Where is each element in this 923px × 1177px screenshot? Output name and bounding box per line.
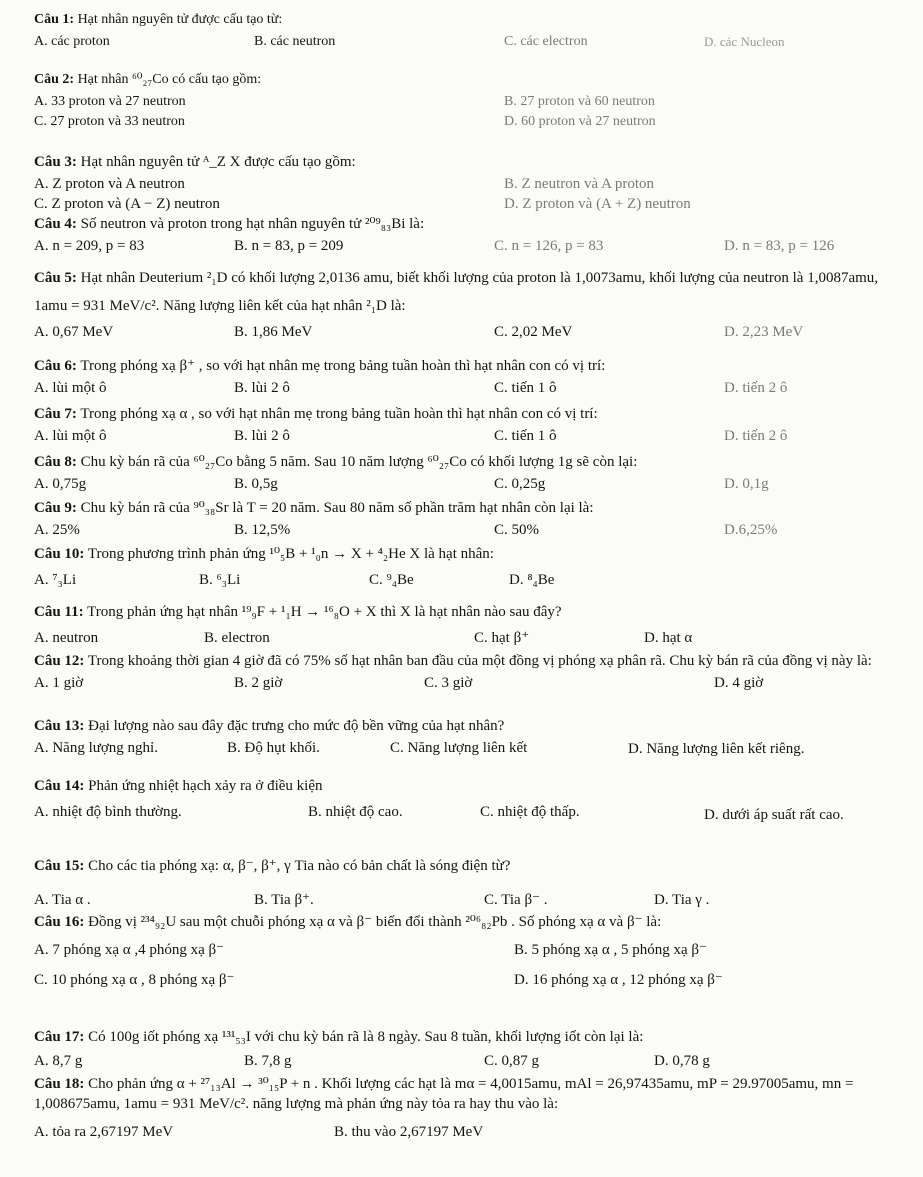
option-b: B. Z neutron và A proton (504, 176, 654, 192)
question-1 (34, 10, 883, 52)
question-text: Chu kỳ bán rã của ⁶⁰₂₇Co bằng 5 năm. Sau 10 năm lượng ⁶⁰₂₇Co có khối lượng 1g sẽ còn lại: (76, 454, 638, 470)
question-text: Có 100g iốt phóng xạ ¹³¹₅₃I với chu kỳ bán rã là 8 ngày. Sau 8 tuần, khối lượng iốt còn lại là: (84, 1029, 644, 1045)
option-a: A. nhiệt độ bình thường. (34, 804, 182, 820)
option-c: C. Tia β⁻ . (484, 892, 548, 908)
option-d: D. tiến 2 ô (724, 380, 788, 396)
option-c: C. 50% (494, 522, 539, 538)
question-number: Câu 17: (34, 1029, 85, 1045)
option-a: A. 0,75g (34, 476, 87, 492)
question-3 (34, 152, 883, 214)
question-number: Câu 6: (34, 358, 77, 374)
question-text: Đại lượng nào sau đây đặc trưng cho mức độ bền vững của hạt nhân? (84, 718, 505, 734)
question-number: Câu 7: (34, 406, 77, 422)
question-10 (34, 544, 883, 590)
option-c: C. ⁹₄Be (369, 572, 414, 588)
option-d: D. 2,23 MeV (724, 324, 804, 340)
option-d: D. hạt α (644, 630, 693, 646)
option-b: B. các neutron (254, 34, 336, 49)
option-b: B. 27 proton và 60 neutron (504, 94, 655, 109)
option-b: B. electron (204, 630, 270, 646)
question-12 (34, 651, 883, 693)
option-d: D. 4 giờ (714, 675, 764, 691)
question-number: Câu 11: (34, 604, 84, 620)
question-text: Trong phương trình phản ứng ¹⁰₅B + ¹₀n → X + ⁴₂He X là hạt nhân: (84, 546, 494, 562)
option-d-wrap (34, 804, 879, 826)
question-13 (34, 716, 883, 780)
question-text: Hạt nhân Deuterium ²₁D có khối lượng 2,0136 amu, biết khối lượng của proton là 1,0073amu, khối lượng của neutron là 1,0087amu, 1amu = 931 MeV/c². Năng lượng liên kết của hạt nhân ²₁D là: (34, 270, 879, 314)
option-b: B. nhiệt độ cao. (308, 804, 403, 820)
question-number: Câu 3: (34, 154, 77, 170)
option-d: D. ⁸₄Be (509, 572, 555, 588)
option-c: C. tiến 1 ô (494, 428, 557, 444)
question-16 (34, 912, 883, 990)
option-d: D. 60 proton và 27 neutron (504, 114, 656, 129)
question-14 (34, 776, 883, 846)
option-b: B. Tia β⁺. (254, 892, 314, 908)
option-a: A. lùi một ô (34, 380, 107, 396)
question-5 (34, 264, 883, 342)
option-b: B. 0,5g (234, 476, 278, 492)
option-a: A. Năng lượng nghỉ. (34, 740, 158, 756)
option-b: B. 5 phóng xạ α , 5 phóng xạ β⁻ (514, 942, 707, 958)
option-d: D. 16 phóng xạ α , 12 phóng xạ β⁻ (514, 972, 723, 988)
option-d: D. 0,78 g (654, 1053, 710, 1069)
option-c: C. 2,02 MeV (494, 324, 573, 340)
question-text: Trong phóng xạ β⁺ , so với hạt nhân mẹ trong bảng tuần hoàn thì hạt nhân con có vị trí: (76, 358, 606, 374)
option-a: A. Z proton và A neutron (34, 176, 185, 192)
question-7 (34, 404, 883, 446)
option-a: A. 0,67 MeV (34, 324, 114, 340)
option-c: C. hạt β⁺ (474, 630, 530, 646)
question-text: Cho các tia phóng xạ: α, β⁻, β⁺, γ Tia nào có bản chất là sóng điện từ? (84, 858, 511, 874)
option-a: A. neutron (34, 630, 99, 646)
question-15 (34, 856, 883, 910)
option-b: B. 7,8 g (244, 1053, 292, 1069)
option-b: B. ⁶₃Li (199, 572, 241, 588)
option-a: A. 8,7 g (34, 1053, 83, 1069)
question-number: Câu 18: (34, 1076, 85, 1092)
option-a: A. 1 giờ (34, 675, 84, 691)
option-b: B. n = 83, p = 209 (234, 238, 344, 254)
option-a: A. 33 proton và 27 neutron (34, 94, 186, 109)
question-number: Câu 12: (34, 653, 85, 669)
option-b: B. lùi 2 ô (234, 380, 290, 396)
option-c: C. Năng lượng liên kết (390, 740, 528, 756)
question-8 (34, 452, 883, 494)
option-c: C. 0,25g (494, 476, 546, 492)
option-d: D. tiến 2 ô (724, 428, 788, 444)
question-text: Hạt nhân ⁶⁰₂₇Co có cấu tạo gồm: (74, 72, 262, 87)
question-text: Hạt nhân nguyên tử được cấu tạo từ: (74, 12, 283, 27)
option-a: A. 25% (34, 522, 80, 538)
question-number: Câu 4: (34, 216, 77, 232)
option-a: A. tỏa ra 2,67197 MeV (34, 1124, 174, 1140)
option-c: C. 0,87 g (484, 1053, 540, 1069)
question-11 (34, 602, 883, 648)
option-c: C. nhiệt độ thấp. (480, 804, 580, 820)
question-text: Đồng vị ²³⁴₉₂U sau một chuỗi phóng xạ α và β⁻ biến đổi thành ²⁰⁶₈₂Pb . Số phóng xạ α và β⁻ là: (84, 914, 662, 930)
question-number: Câu 2: (34, 72, 75, 87)
option-d: D.6,25% (724, 522, 778, 538)
question-number: Câu 16: (34, 914, 85, 930)
question-number: Câu 10: (34, 546, 85, 562)
question-number: Câu 1: (34, 12, 75, 27)
option-d: D. dưới áp suất rất cao. (704, 807, 844, 823)
question-18 (34, 1074, 883, 1142)
question-text: Phản ứng nhiệt hạch xảy ra ở điều kiện (84, 778, 323, 794)
option-a: A. các proton (34, 34, 110, 49)
option-c: C. 10 phóng xạ α , 8 phóng xạ β⁻ (34, 972, 235, 988)
option-c: C. tiến 1 ô (494, 380, 557, 396)
option-b: B. 2 giờ (234, 675, 283, 691)
option-d: D. Tia γ . (654, 892, 710, 908)
option-d: D. n = 83, p = 126 (724, 238, 835, 254)
option-a: A. ⁷₃Li (34, 572, 77, 588)
question-6 (34, 356, 883, 398)
question-text: Trong phóng xạ α , so với hạt nhân mẹ trong bảng tuần hoàn thì hạt nhân con có vị trí: (76, 406, 598, 422)
question-number: Câu 8: (34, 454, 77, 470)
option-d: D. các Nucleon (704, 34, 785, 49)
question-number: Câu 15: (34, 858, 85, 874)
question-text: Hạt nhân nguyên tử ᴬ_Z X được cấu tạo gồm: (76, 154, 356, 170)
option-a: A. n = 209, p = 83 (34, 238, 145, 254)
option-d: D. 0,1g (724, 476, 769, 492)
option-a: A. Tia α . (34, 892, 91, 908)
question-number: Câu 14: (34, 778, 85, 794)
option-b: B. Độ hụt khối. (227, 740, 320, 756)
question-4 (34, 214, 883, 256)
question-text: Số neutron và proton trong hạt nhân nguyên tử ²⁰⁹₈₃Bi là: (76, 216, 425, 232)
option-b: B. 1,86 MeV (234, 324, 313, 340)
option-a: A. 7 phóng xạ α ,4 phóng xạ β⁻ (34, 942, 225, 958)
question-number: Câu 13: (34, 718, 85, 734)
question-text: Chu kỳ bán rã của ⁹⁰₃₈Sr là T = 20 năm. Sau 80 năm số phần trăm hạt nhân còn lại là: (76, 500, 594, 516)
option-c: C. 3 giờ (424, 675, 473, 691)
option-b: B. thu vào 2,67197 MeV (334, 1124, 484, 1140)
question-number: Câu 5: (34, 270, 77, 286)
option-a: A. lùi một ô (34, 428, 107, 444)
option-c: C. n = 126, p = 83 (494, 238, 604, 254)
option-c: C. Z proton và (A − Z) neutron (34, 196, 220, 212)
option-c: C. các electron (504, 34, 588, 49)
question-text: Cho phản ứng α + ²⁷₁₃Al → ³⁰₁₅P + n . Khối lượng các hạt là mα = 4,0015amu, mAl = 26,97435amu, mP = 29.97005amu, mn = 1,008675amu, 1amu = 931 MeV/c². năng lượng mà phản ứng này tỏa ra hay thu vào là: (34, 1076, 854, 1112)
option-c: C. 27 proton và 33 neutron (34, 114, 185, 129)
question-text: Trong phản ứng hạt nhân ¹⁹₉F + ¹₁H → ¹⁶₈O + X thì X là hạt nhân nào sau đây? (83, 604, 562, 620)
option-b: B. lùi 2 ô (234, 428, 290, 444)
question-number: Câu 9: (34, 500, 77, 516)
option-b: B. 12,5% (234, 522, 291, 538)
question-2 (34, 70, 883, 132)
question-17 (34, 1027, 883, 1071)
option-d: D. Z proton và (A + Z) neutron (504, 196, 691, 212)
question-9 (34, 498, 883, 540)
option-d: D. Năng lượng liên kết riêng. (628, 741, 805, 757)
question-text: Trong khoảng thời gian 4 giờ đã có 75% số hạt nhân ban đầu của một đồng vị phóng xạ phân rã. Chu kỳ bán rã của đồng vị này là: (84, 653, 872, 669)
